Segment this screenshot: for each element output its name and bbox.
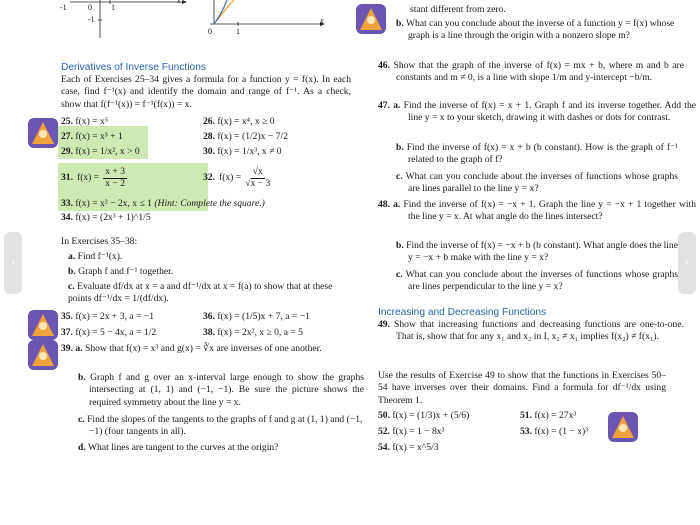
right-graph-tick: 1 (236, 27, 240, 36)
exercise-28 (203, 131, 288, 143)
intro-35-38: In Exercises 35–38: (61, 236, 138, 247)
exercise-53: 53. f(x) = (1 − x)³ (520, 426, 589, 437)
left-graph-axis-label: x (177, 0, 181, 5)
exercise-39a: 39. a. Show that f(x) = x³ and g(x) = ∛x are inverses of one another. (61, 343, 322, 354)
right-graph-axis-label: x (320, 16, 324, 25)
exercise-number: 26. (203, 116, 215, 127)
exercise-46: 46. Show that the graph of the inverse of f(x) = mx + b, where m and b are constants and m ≠ 0, is a line with slope 1/m and y-intercept −b/m. (378, 60, 684, 84)
exercise-48b: b. Find the inverse of f(x) = −x + b (b constant). What angle does the line y = −x + b make with the line y = x? (396, 240, 678, 264)
tutor-badge-icon[interactable] (608, 412, 638, 442)
exercise-39d: d. What lines are tangent to the curves at the origin? (78, 442, 279, 453)
exercise-54: 54. f(x) = x^5/3 (378, 442, 439, 453)
exercise-hint: (Hint: Complete the square.) (154, 198, 265, 209)
left-graph-tick: 0 (88, 3, 92, 12)
exercise-25 (61, 116, 108, 128)
exercise-33 (61, 198, 265, 210)
exercise-number: 25. (61, 116, 73, 127)
exercise-formula: f(x) = x³ + 1 (75, 131, 123, 142)
exercise-number: 28. (203, 131, 215, 142)
section-title-increasing: Increasing and Decreasing Functions (378, 307, 547, 318)
exercise-29 (61, 146, 140, 158)
exercise-formula: f(x) = 1/x³, x ≠ 0 (217, 146, 282, 157)
tutor-badge-icon[interactable] (28, 118, 58, 148)
exercise-48a: 48. a. Find the inverse of f(x) = −x + 1. Graph the line y = −x + 1 together with the line y = x. At what angle do the lines intersect? (378, 199, 697, 223)
exercise-36: 36. f(x) = (1/5)x + 7, a = −1 (203, 311, 310, 322)
exercise-38: 38. f(x) = 2x², x ≥ 0, a = 5 (203, 327, 303, 338)
exercise-35: 35. f(x) = 2x + 3, a = −1 (61, 311, 155, 322)
exercise-formula: f(x) = x⁴, x ≥ 0 (217, 116, 275, 127)
exercise-32 (203, 167, 270, 189)
exercise-37: 37. f(x) = 5 − 4x, a = 1/2 (61, 327, 157, 338)
exercise-formula: f(x) = x² − 2x, x ≤ 1 (75, 198, 152, 209)
fraction-numerator: √x (252, 166, 263, 177)
part-c: c. Evaluate df/dx at x = a and df⁻¹/dx at x = f(a) to show that at these points df⁻¹/dx = 1/(df/dx). (68, 281, 333, 305)
exercise-45b: b. What can you conclude about the inverse of a function y = f(x) whose graph is a line through the origin with a nonzero slope m? (396, 18, 675, 42)
right-graph-tick: 0 (208, 27, 212, 36)
left-graph-tick: -1 (88, 15, 95, 24)
exercise-number: 27. (61, 131, 73, 142)
exercise-39b: b. Graph f and g over an x-interval large enough to show the graphs intersecting at (1, 1) and (−1, −1). Be sure the picture shows the required symmetry about the line y = x. (78, 372, 364, 408)
exercise-lhs: f(x) = (219, 171, 242, 183)
exercise-27 (61, 131, 123, 143)
exercise-47b: b. Find the inverse of f(x) = x + b (b constant). How is the graph of f⁻¹ related to the graph of f? (396, 142, 678, 166)
exercise-48c: c. What can you conclude about the inverses of functions whose graphs are lines perpendicular to the line y = x? (396, 269, 678, 293)
exercise-number: 33. (61, 198, 73, 209)
exercise-52: 52. f(x) = 1 − 8x³ (378, 426, 445, 437)
chevron-left-icon: ‹ (10, 255, 16, 270)
exercise-number: 32. (203, 171, 215, 183)
continued-line: stant different from zero. (410, 4, 506, 15)
exercise-26 (203, 116, 275, 128)
exercise-number: 34. (61, 212, 73, 223)
exercise-47a: 47. a. Find the inverse of f(x) = x + 1. Graph f and its inverse together. Add the line y = x to your sketch, drawing it with dashes or dots for contrast. (378, 100, 696, 124)
exercise-47c: c. What can you conclude about the inverses of functions whose graphs are lines parallel to the line y = x? (396, 171, 678, 195)
graph-right (200, 0, 330, 42)
exercise-number: 29. (61, 146, 73, 157)
exercise-34 (61, 212, 151, 224)
exercise-number: 31. (61, 171, 73, 183)
exercise-formula: f(x) = (1/2)x − 7/2 (217, 131, 288, 142)
previous-page-button[interactable] (4, 232, 22, 294)
exercise-49: 49. Show that increasing functions and decreasing functions are one-to-one. That is, show that for any x₁ and x₂ in I, x₂ ≠ x₁ implies f(x₂) ≠ f(x₁). (378, 319, 684, 343)
exercise-formula: f(x) = x⁵ (75, 116, 109, 127)
exercise-50: 50. f(x) = (1/3)x + (5/6) (378, 410, 470, 421)
tutor-badge-icon[interactable] (28, 340, 58, 370)
intro-paragraph: Each of Exercises 25–34 gives a formula for a function y = f(x). In each case, find f⁻¹(x) and identify the domain and range of f⁻¹. As a check, show that f(f⁻¹(x)) = f⁻¹(f(x)) = x. (61, 74, 351, 110)
exercise-formula: f(x) = 1/x², x > 0 (75, 146, 140, 157)
section-title-derivatives: Derivatives of Inverse Functions (61, 62, 206, 73)
intro-50-54: Use the results of Exercise 49 to show that the functions in Exercises 50–54 have inverses over their domains. Find a formula for df⁻¹/dx using Theorem 1. (378, 370, 666, 406)
exercise-formula: f(x) = (2x³ + 1)^1/5 (75, 212, 151, 223)
exercise-lhs: f(x) = (77, 171, 100, 183)
exercise-30 (203, 146, 282, 158)
left-graph-tick: 1 (111, 3, 115, 12)
part-a: a. Find f⁻¹(x). (68, 251, 123, 262)
tutor-badge-icon[interactable] (356, 4, 386, 34)
exercise-39c: c. Find the slopes of the tangents to the graphs of f and g at (1, 1) and (−1, −1) (four tangents in all). (78, 414, 363, 438)
left-graph-tick: -1 (60, 3, 67, 12)
part-b: b. Graph f and f⁻¹ together. (68, 266, 174, 277)
fraction-numerator: x + 3 (105, 166, 126, 177)
exercise-31 (61, 167, 127, 189)
chevron-right-icon: › (684, 255, 690, 270)
tutor-badge-icon[interactable] (28, 310, 58, 340)
exercise-number: 30. (203, 146, 215, 157)
fraction-denominator: x − 2 (105, 177, 126, 189)
fraction-denominator: √x − 3 (245, 177, 271, 189)
exercise-51: 51. f(x) = 27x³ (520, 410, 577, 421)
next-page-button[interactable] (678, 232, 696, 294)
